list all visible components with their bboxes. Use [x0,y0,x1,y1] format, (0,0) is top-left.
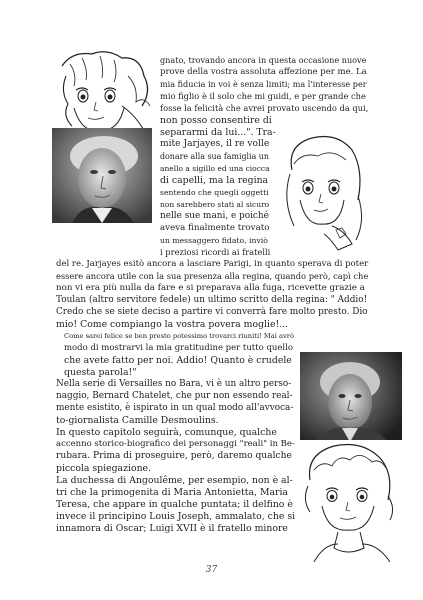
mozart-style-portrait-drawing [300,352,402,444]
manga-portrait-illustration-bottom [298,440,402,562]
text-line-19: essere ancora utile con la sua presenza alla regina, quando però, capì che [56,271,369,281]
manga-portrait-illustration-top [52,46,157,141]
page-number: 37 [205,565,218,575]
text-line-33: accenno storico-biografico dei personaggi "reali" in Be- [56,439,295,449]
historical-portrait-photo-left [52,128,152,223]
text-line-10: anello a sigillo ed una ciocca [160,164,270,173]
text-line-29: naggio, Bernard Chatelet, che pur non essendo real- [56,391,293,401]
text-line-23: mio! Come compiango la vostra povera moglie!... [56,319,289,330]
manga-lady-drawing [272,130,372,252]
text-line-38: Teresa, che appare in qualche puntata; il delfino è [56,499,293,510]
text-line-3: mia fiducia in voi è senza limiti; ma l'interesse per [160,79,367,89]
text-line-9: donare alla sua famiglia un [160,152,269,161]
text-line-39: invece il principino Louis Joseph, ammalato, che si [56,511,296,522]
text-line-36: La duchessa di Angoulême, per esempio, non è al- [56,475,293,486]
text-line-35: piccola spiegazione. [56,463,152,474]
text-line-22: Credo che se siete deciso a partire vi converrà fare molto presto. Dio [56,307,368,317]
text-line-4: mio figlio è il solo che mi guidi, e per grande che [160,91,366,101]
text-line-24: Come sarei felice se ben presto potessimo trovarci riuniti! Mai avrò [64,332,294,340]
text-line-15: aveva finalmente trovato [160,223,270,233]
text-line-27: questa parola!" [64,367,137,378]
text-line-26: che avete fatto per noi. Addio! Quanto è crudele [64,355,292,366]
text-line-21: Toulan (altro servitore fedele) un ultimo scritto della regina: " Addio! [56,295,368,305]
historical-portrait-photo-right [300,352,402,444]
text-line-11: di capelli, ma la regina [160,175,269,186]
text-line-34: rubara. Prima di proseguire, però, daremo qualche [56,451,292,461]
manga-young-man-drawing [298,440,402,562]
text-line-40: innamora di Oscar; Luigi XVII è il fratello minore [56,523,288,534]
text-line-6: non posso consentire di [160,115,272,126]
text-line-18: del re. Jarjayes esitò ancora a lasciare Parigi, in quanto sperava di poter [56,259,369,269]
text-line-12: sentendo che quegli oggetti [160,188,269,197]
text-line-31: to-giornalista Camille Desmoulins. [56,415,219,426]
robespierre-portrait-drawing [52,128,152,223]
manga-portrait-illustration-right [272,130,372,252]
text-line-13: non sarebbero stati al sicuro [160,200,270,209]
text-line-7: separarmi da lui...". Tra- [160,127,276,138]
manga-boy-drawing [52,46,157,141]
text-line-28: Nella serie di Versailles no Bara, vi è un altro perso- [56,379,292,389]
text-line-37: tri che la primogenita di Maria Antonietta, Maria [56,487,288,498]
text-line-32: In questo capitolo seguirà, comunque, qualche [56,427,277,438]
text-line-1: gnato, trovando ancora in questa occasione nuove [160,55,367,65]
text-line-17: i preziosi ricordi ai fratelli [160,247,271,257]
text-line-14: nelle sue mani, e poiché [160,211,269,221]
text-line-8: mite Jarjayes, il re volle [160,139,270,149]
text-line-20: non vi era più nulla da fare e si preparava alla fuga, ricevette grazie a [56,283,365,293]
text-line-16: un messaggero fidato, inviò [160,236,268,245]
text-line-30: mente esistito, è ispirato in un qual modo all'avvoca- [56,403,294,413]
text-line-2: prove della vostra assoluta affezione per me. La [160,67,367,77]
text-line-5: fosse la felicità che avrei provato uscendo da qui, [160,103,369,113]
text-line-25: modo di mostrarvi la mia gratitudine per tutto quello [64,343,293,353]
